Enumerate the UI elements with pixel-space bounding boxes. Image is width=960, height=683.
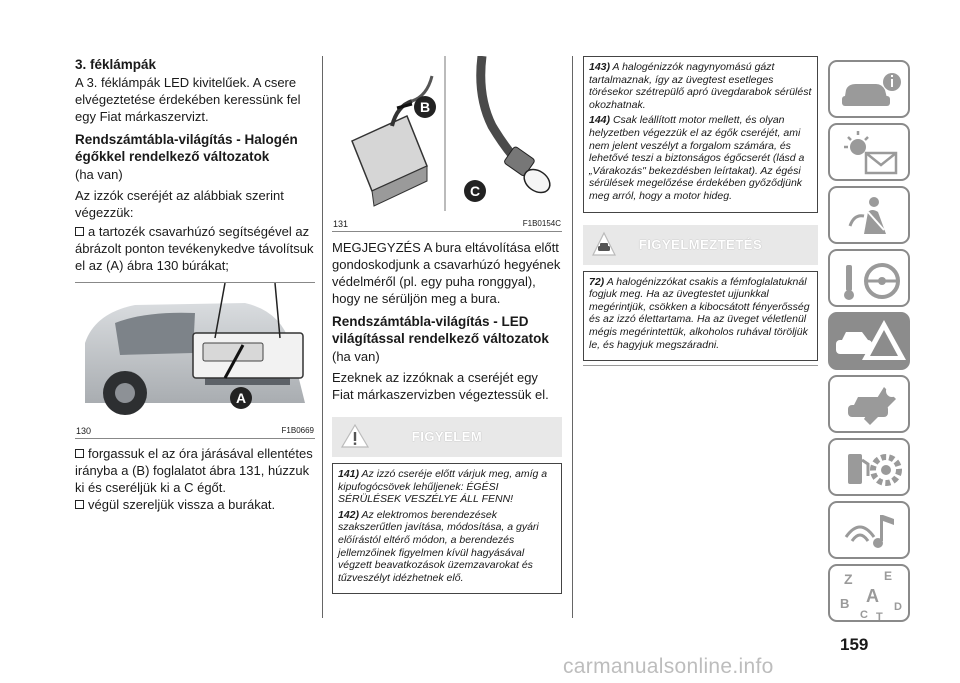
- warning-number: 143): [589, 61, 611, 73]
- index-letter: E: [884, 569, 893, 583]
- caution-item-72: [589, 276, 812, 352]
- index-letter: A: [866, 586, 879, 606]
- warning-item-141: [338, 468, 556, 506]
- bullet-text: a tartozék csavarhúzó segítségével az ábrázolt ponton tevékenykedve távolítsuk el az (A) ábra 130 búrákat;: [75, 224, 314, 273]
- car-warning-triangle-icon: [830, 314, 912, 372]
- warning-box-continued: [583, 56, 818, 213]
- warning-number: 141): [338, 468, 360, 480]
- callout-c: C: [464, 180, 486, 202]
- bullet-text: forgassuk el az óra járásával ellentétes irányba a (B) foglalatot ábra 131, húzzuk ki és cseréljük ki a C égőt.: [75, 446, 313, 495]
- column-1: [75, 56, 315, 513]
- warning-item-142: [338, 509, 556, 585]
- variant-note: (ha van): [75, 167, 123, 182]
- checkbox-bullet-icon: [75, 227, 84, 236]
- divider: [583, 365, 818, 366]
- callout-b: B: [414, 96, 436, 118]
- warning-box: [332, 463, 562, 594]
- bullet-text: végül szereljük vissza a burákat.: [88, 497, 276, 512]
- tab-multimedia[interactable]: [828, 501, 910, 559]
- figure-caption: [332, 219, 562, 229]
- index-letter: Z: [844, 571, 853, 587]
- tab-emergency[interactable]: [828, 312, 910, 370]
- warning-text: Csak leállított motor mellett, és olyan helyzetben végezzük el az égők cseréjét, ami nem jelent veszélyt a forgalom számára, és lehetővé teszi a biztonságos égőcserét (lásd a „Várakozás" bekezdésben leírtakat). Az égési sérülések megelőzése érdekében győződjünk meg arról, hogy a motor hideg.: [589, 114, 805, 202]
- tab-lights[interactable]: [828, 123, 910, 181]
- column-divider: [322, 56, 323, 618]
- warning-text: Az izzó cseréje előtt várjuk meg, amíg a kipufogócsövek lehűljenek: ÉGÉSI SÉRÜLÉSEK VESZÉLYE ÁLL FENN!: [338, 468, 548, 506]
- column-3: [583, 56, 818, 366]
- index-letter: T: [876, 611, 883, 623]
- caution-title: FIGYELMEZTETÉS: [638, 236, 763, 252]
- section-heading-third-brake-lights: 3. féklámpák: [75, 57, 157, 72]
- variant-note: (ha van): [332, 349, 380, 364]
- checkbox-bullet-icon: [75, 500, 84, 509]
- note-paragraph: MEGJEGYZÉS A bura eltávolítása előtt gondoskodjunk a csavarhúzó hegyének védelméről (pl. egy puha ronggyal), hogy ne sérüljön meg a bura.: [332, 240, 561, 306]
- warning-item-144: [589, 114, 812, 202]
- warning-text: Az elektromos berendezések szakszerűtlen javítása, módosítása, a gyári előírástól eltérő módon, a berendezés jellemzőinek figyelmen kívül hagyásával végzett beavatkozások üzemzavarokat és tűzveszélyt idézhetnek elő.: [338, 508, 539, 584]
- caution-box: [583, 271, 818, 362]
- figure-number: 130: [76, 426, 92, 436]
- warning-title: FIGYELEM: [411, 429, 483, 444]
- index-letter: D: [894, 601, 902, 613]
- caution-header: [583, 225, 818, 265]
- warning-item-143: [589, 61, 812, 111]
- tab-index[interactable]: [828, 564, 910, 622]
- warning-text: A halogénizzók nagynyomású gázt tartalmaznak, így az üvegtest esetleges törésekor szétrepülő apró üvegdarabok sérülést okozhatnak.: [589, 61, 812, 111]
- caution-number: 72): [589, 275, 605, 288]
- list-item: [75, 496, 315, 513]
- column-2: [332, 56, 562, 594]
- section-heading-plate-halogen: Rendszámtábla-világítás - Halogén égőkkel rendelkező változatok: [75, 132, 298, 164]
- tab-maintenance[interactable]: [828, 375, 910, 433]
- index-letter: C: [860, 609, 868, 621]
- warning-number: 144): [589, 114, 611, 127]
- caution-text: A halogénizzókat csakis a fémfoglalatuknál fogjuk meg. Ha az üvegtestet ujjunkkal megérintjük, csökken a kibocsátott fényerősség és az izzó élettartama. Ha az üveget véletlenül mégis megérintettük, alkoholos ruhával töröljük le, és hagyjuk megszáradni.: [589, 275, 810, 351]
- checkbox-bullet-icon: [75, 449, 84, 458]
- tab-technical-data[interactable]: [828, 438, 910, 496]
- lights-envelope-icon: [830, 125, 912, 183]
- key-steering-wheel-icon: [830, 251, 912, 309]
- callout-a: A: [230, 387, 252, 409]
- tab-safety[interactable]: [828, 186, 910, 244]
- paragraph-led: Ezeknek az izzóknak a cseréjét egy Fiat márkaszervizben végeztessük el.: [332, 370, 549, 402]
- list-item: [75, 445, 315, 496]
- paragraph-third-brake-lights: A 3. féklámpák LED kivitelűek. A csere elvégeztetése érdekében keressünk fel egy Fiat márkaszervizt.: [75, 75, 301, 124]
- figure-code: F1B0669: [281, 426, 314, 435]
- figure-caption: [75, 426, 315, 436]
- car-rear-image: [75, 283, 315, 418]
- figure-131: [332, 56, 562, 232]
- fuel-gear-icon: [830, 440, 912, 498]
- watermark: carmanualsonline.info: [563, 655, 774, 678]
- warning-number: 142): [338, 508, 360, 521]
- section-heading-plate-led: Rendszámtábla-világítás - LED világítással rendelkező változatok: [332, 314, 549, 346]
- figure-code: F1B0154C: [522, 219, 561, 228]
- airbag-seatbelt-icon: [830, 188, 912, 246]
- warning-header: [332, 417, 562, 457]
- paragraph-intro: Az izzók cseréjét az alábbiak szerint végezzük:: [75, 188, 284, 220]
- figure-number: 131: [333, 219, 349, 229]
- tab-car-info[interactable]: [828, 60, 910, 118]
- list-item: [75, 223, 315, 274]
- tab-starting-driving[interactable]: [828, 249, 910, 307]
- page-number: 159: [840, 635, 869, 654]
- media-music-icon: [830, 503, 912, 561]
- car-info-icon: [830, 62, 912, 120]
- figure-130: [75, 282, 315, 439]
- column-divider: [572, 56, 573, 618]
- wrench-car-icon: [830, 377, 912, 435]
- bulb-holder-image: [332, 56, 562, 211]
- index-letter: B: [840, 596, 850, 611]
- index-letters-icon: [830, 566, 912, 624]
